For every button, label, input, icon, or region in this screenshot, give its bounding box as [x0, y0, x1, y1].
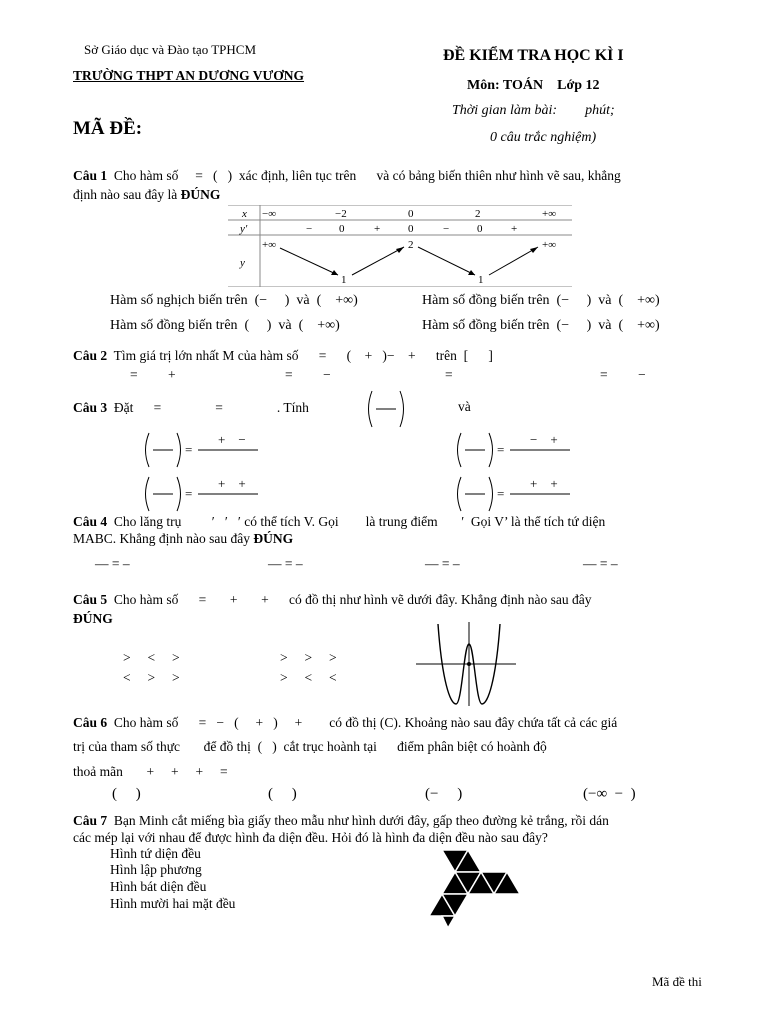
q3-c-numerator: + + — [218, 476, 246, 491]
q6-option-d[interactable]: (−∞ − ) — [583, 786, 636, 802]
q2-option-c[interactable]: = — [445, 367, 453, 382]
svg-text:=: = — [497, 486, 505, 501]
q1-option-b[interactable]: Hàm số đồng biến trên (− ) và ( +∞) — [422, 293, 660, 308]
q4-text2: MABC. Khẳng định nào sau đây — [73, 531, 254, 546]
q2-label: Câu 2 — [73, 348, 108, 363]
q5-stem-bold: ĐÚNG — [73, 611, 113, 626]
q2-option-a[interactable]: = + — [130, 367, 176, 382]
q7-text: Bạn Minh cắt miếng bìa giấy theo mẫu như hình dưới đây, gấp theo đường kẻ trắng, rồi dán — [113, 813, 609, 828]
table-x-val-1: −∞ — [262, 208, 277, 220]
q4-text2-bold: ĐÚNG — [253, 531, 294, 546]
exam-time: Thời gian làm bài: phút; — [452, 103, 615, 118]
table-yp-sign-4: 0 — [408, 223, 414, 235]
q3-d-numerator: + + — [530, 476, 558, 491]
q5-option-b[interactable]: > > > — [280, 650, 337, 665]
q5-option-d[interactable]: > < < — [280, 670, 337, 685]
q4-option-d[interactable]: — = – — [583, 556, 618, 571]
arrow-head-4 — [530, 247, 538, 253]
q3-and: và — [458, 399, 471, 414]
q4-option-a[interactable]: — = – — [95, 556, 130, 571]
table-yp-sign-5: − — [443, 223, 450, 235]
table-y-val-5: +∞ — [542, 239, 557, 251]
q1-option-c[interactable]: Hàm số đồng biến trên ( ) và ( +∞) — [110, 318, 340, 333]
q5-text: Cho hàm số = + + có đồ thị như hình vẽ dưới đây. Khẳng định nào sau đây — [113, 592, 592, 607]
q1-option-d[interactable]: Hàm số đồng biến trên (− ) và ( +∞) — [422, 318, 660, 333]
q1-text2: định nào sau đây là — [73, 187, 181, 202]
table-y-val-4: 1 — [478, 274, 484, 286]
q6-option-b[interactable]: ( ) — [268, 786, 297, 802]
table-yp-sign-6: 0 — [477, 223, 483, 235]
q6-stem — [73, 714, 617, 732]
q7-stem-2: các mép lại với nhau để được hình đa diện đều. Hỏi đó là hình đa diện đều nào sau đây? — [73, 830, 548, 845]
q3-option-c[interactable] — [140, 472, 260, 516]
q7-option-c[interactable]: Hình bát diện đều — [110, 879, 207, 894]
q3-stem — [73, 399, 309, 417]
exam-title: ĐỀ KIỂM TRA HỌC KÌ I — [443, 47, 624, 64]
q2-text: Tìm giá trị lớn nhất M của hàm số = ( + )− + trên [ ] — [113, 348, 493, 363]
table-x-label: x — [242, 208, 247, 220]
q2-stem — [73, 347, 493, 365]
arrow-down-1 — [280, 248, 338, 275]
q4-text: Cho lăng trụ ′ ′ ′ có thể tích V. Gọi là trung điểm ′ Gọi V’ là thể tích tứ diện — [113, 514, 606, 529]
q3-text: Đặt = = . Tính — [113, 400, 309, 415]
arrow-head-2 — [396, 247, 404, 253]
q1-label: Câu 1 — [73, 168, 108, 183]
table-x-val-3: 0 — [408, 208, 414, 220]
q2-option-b[interactable]: = − — [285, 367, 331, 382]
q7-option-b[interactable]: Hình lập phương — [110, 862, 202, 877]
q3-label: Câu 3 — [73, 400, 108, 415]
q7-label: Câu 7 — [73, 813, 108, 828]
q4-option-c[interactable]: — = – — [425, 556, 460, 571]
table-yp-sign-7: + — [511, 223, 518, 235]
q4-stem-2 — [73, 530, 293, 548]
q6-option-c[interactable]: (− ) — [425, 786, 463, 802]
q4-stem — [73, 513, 605, 531]
q6-text: Cho hàm số = − ( + ) + có đồ thị (C). Khoảng nào sau đây chứa tất cả các giá — [113, 715, 618, 730]
q3-b-numerator: − + — [530, 432, 558, 447]
variation-table — [228, 205, 572, 287]
q6-label: Câu 6 — [73, 715, 108, 730]
q5-stem — [73, 591, 591, 609]
table-y-val-2: 1 — [341, 274, 347, 286]
table-y-label: y — [240, 257, 245, 269]
table-y-val-3: 2 — [408, 239, 414, 251]
table-yp-sign-2: 0 — [339, 223, 345, 235]
table-x-val-5: +∞ — [542, 208, 557, 220]
q1-text: Cho hàm số = ( ) xác định, liên tục trên và có bảng biến thiên như hình vẽ sau, khẳng — [113, 168, 621, 183]
q3-a-numerator: + − — [218, 432, 246, 447]
q5-option-a[interactable]: > < > — [123, 650, 180, 665]
dept-name: Sở Giáo dục và Đào tạo TPHCM — [84, 42, 257, 57]
exam-subject: Môn: TOÁN Lớp 12 — [467, 78, 600, 93]
q6-stem-3: thoả mãn + + + = — [73, 764, 228, 779]
q7-net-figure — [428, 848, 532, 932]
svg-text:=: = — [185, 442, 193, 457]
arrow-down-2 — [418, 247, 475, 275]
q3-option-b[interactable] — [452, 428, 572, 472]
q7-option-d[interactable]: Hình mười hai mặt đều — [110, 896, 236, 911]
q5-label: Câu 5 — [73, 592, 108, 607]
table-y-val-1: +∞ — [262, 239, 277, 251]
exam-code-label: MÃ ĐỀ: — [73, 118, 143, 139]
q1-option-a[interactable]: Hàm số nghịch biến trên (− ) và ( +∞) — [110, 293, 358, 308]
table-yp-label: y′ — [240, 223, 248, 235]
exam-question-count: 0 câu trắc nghiệm) — [490, 130, 597, 145]
q4-option-b[interactable]: — = – — [268, 556, 303, 571]
arrow-up-2 — [489, 247, 538, 275]
table-x-val-2: −2 — [335, 208, 347, 220]
graph-origin-point — [467, 662, 471, 666]
q6-stem-2: trị của tham số thực để đồ thị ( ) cắt trục hoành tại điểm phân biệt có hoành độ — [73, 739, 547, 754]
footer-exam-code: Mã đề thi — [652, 974, 702, 989]
q1-stem — [73, 167, 621, 185]
q3-option-a[interactable] — [140, 428, 260, 472]
q7-option-a[interactable]: Hình tứ diện đều — [110, 846, 201, 861]
q5-option-c[interactable]: < > > — [123, 670, 180, 685]
q4-label: Câu 4 — [73, 514, 108, 529]
q1-text2-bold: ĐÚNG — [180, 187, 221, 202]
table-x-val-4: 2 — [475, 208, 481, 220]
q2-option-d[interactable]: = − — [600, 367, 646, 382]
q6-option-a[interactable]: ( ) — [112, 786, 141, 802]
school-name: TRƯỜNG THPT AN DƯƠNG VƯƠNG — [73, 68, 305, 83]
q1-stem-2 — [73, 186, 220, 204]
table-yp-sign-3: + — [374, 223, 381, 235]
svg-text:=: = — [497, 442, 505, 457]
q7-stem — [73, 812, 609, 830]
table-yp-sign-1: − — [306, 223, 313, 235]
q3-log-expression — [364, 388, 408, 430]
q5-function-graph — [416, 620, 516, 708]
svg-text:=: = — [185, 486, 193, 501]
arrow-up-1 — [352, 247, 404, 275]
q3-option-d[interactable] — [452, 472, 572, 516]
